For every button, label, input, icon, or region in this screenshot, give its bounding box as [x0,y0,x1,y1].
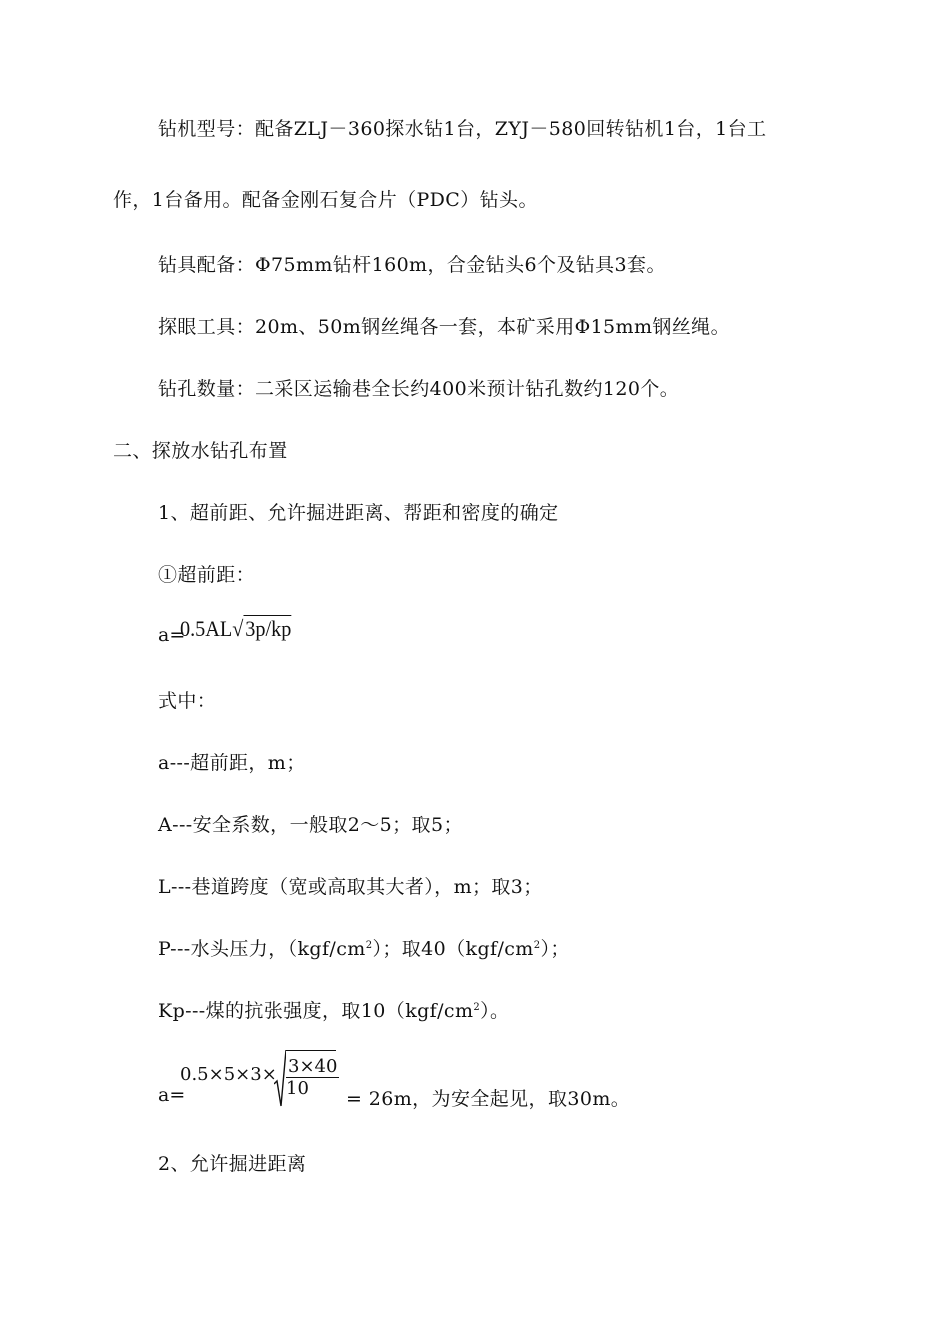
fraction [286,1056,339,1099]
formula-lhs: a= [158,624,186,646]
subsection-heading: 1、超前距、允许掘进距离、帮距和密度的确定 [158,502,559,524]
formula-calculation [158,1050,758,1120]
fraction-numerator: 3×40 [288,1056,338,1077]
fraction-denominator: 10 [286,1078,309,1099]
item-advance-distance: ①超前距： [158,564,256,586]
formula-coefficient: 0.5AL [180,616,233,641]
subsection-allowed-distance: 2、允许掘进距离 [158,1153,307,1175]
square-root [232,616,291,642]
section-heading: 二、探放水钻孔布置 [113,440,288,462]
formula-expression [180,616,291,642]
def-P: P---水头压力，$(kgf/cm^2)$；取$40(kgf/cm^2)$； [158,938,570,960]
paragraph-drill-tools: 钻具配备：Φ75mm钻杆160m，合金钻头6个及钻具3套。 [158,254,666,276]
def-L: L---巷道跨度（宽或高取其大者），m；取3； [158,876,543,898]
paragraph-drill-model: 钻机型号：配备ZLJ－360探水钻1台，ZYJ－580回转钻机1台，1台工 [158,118,767,140]
radicand: 3p/kp [245,616,292,641]
where-label: 式中： [158,690,217,712]
formula2-product: 0.5×5×3× [180,1064,277,1085]
paragraph-hole-count: 钻孔数量：二采区运输巷全长约400米预计钻孔数约120个。 [158,378,680,400]
formula2-lhs: a= [158,1084,186,1106]
def-a: a---超前距，m； [158,752,306,774]
radical-sign [274,1050,286,1108]
radical-sign: √ [232,616,244,641]
paragraph-drill-model-cont: 作，1台备用。配备金刚石复合片（PDC）钻头。 [113,189,538,211]
def-Kp: Kp---煤的抗张强度，取$10(kgf/cm^2)$。 [158,1000,510,1022]
def-A: A---安全系数，一般取2～5；取5； [158,814,463,836]
radical-bar [286,1050,336,1051]
paragraph-probe-tools: 探眼工具：20m、50m钢丝绳各一套，本矿采用Φ15mm钢丝绳。 [158,316,730,338]
formula2-result: = 26m，为安全起见，取30m。 [346,1088,631,1110]
